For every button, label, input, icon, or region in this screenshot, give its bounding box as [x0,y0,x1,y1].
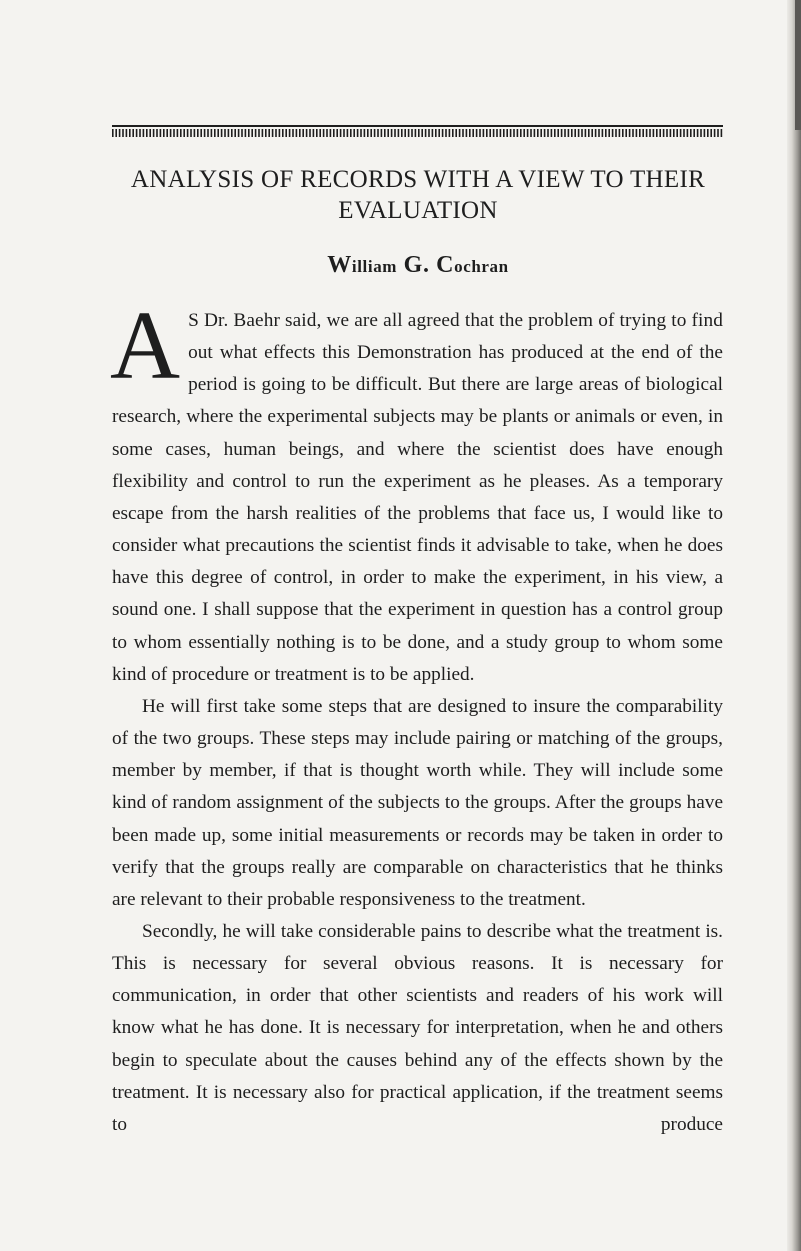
paragraph-1 [110,292,723,691]
author-name [80,252,756,279]
article-title: ANALYSIS OF RECORDS WITH A VIEW TO THEIR EVALUATION [130,166,706,224]
author-first-rest: illiam [351,257,398,276]
scan-page-edge-shadow [795,0,801,130]
author-middle-initial: G. [403,252,430,278]
paragraph-2: He will first take some steps that are designed to insure the comparability of the two groups. These steps may include pairing or matching of the groups, member by member, if that is thought worth while. They will include some kind of random assignment of the subjects to the groups. After the groups have been made up, some initial measurements or records may be taken in order to verify that the groups really are comparable on characteristics that he thinks are relevant to their probable responsiveness to the treatment. [112,695,723,910]
article-body [110,292,723,1141]
scan-page-edge [787,0,801,1251]
decorative-header-rule [112,125,723,137]
paragraph-3: Secondly, he will take considerable pains to describe what the treatment is. This is necessary for several obvious reasons. It is necessary for communication, in order that other scientists and readers of his work will know what he has done. It is necessary for interpretation, when he and others begin to speculate about the causes behind any of the effects shown by the treatment. It is necessary also for practical application, if the treatment seems to produce [112,920,723,1135]
author-last-initial: C [436,252,455,278]
drop-cap: A [110,292,181,399]
paragraph-1-text: S Dr. Baehr said, we are all agreed that the problem of trying to find out what effects this Demonstration has produced at the end of the period is going to be difficult. But there are large areas of biological research, where the experimental subjects may be plants or animals or even, in some cases, human beings, and where the scientist does have enough flexibility and control to run the experiment as he pleases. As a temporary escape from the harsh realities of the problems that face us, I would like to consider what precautions the scientist finds it advisable to take, when he does have this degree of control, in order to make the experiment, in his view, a sound one. I shall suppose that the experiment in question has a control group to whom essentially nothing is to be done, and a study group to whom some kind of procedure or treatment is to be applied. [112,310,723,685]
author-first-initial: W [327,252,352,278]
author-last-rest: ochran [454,257,509,276]
